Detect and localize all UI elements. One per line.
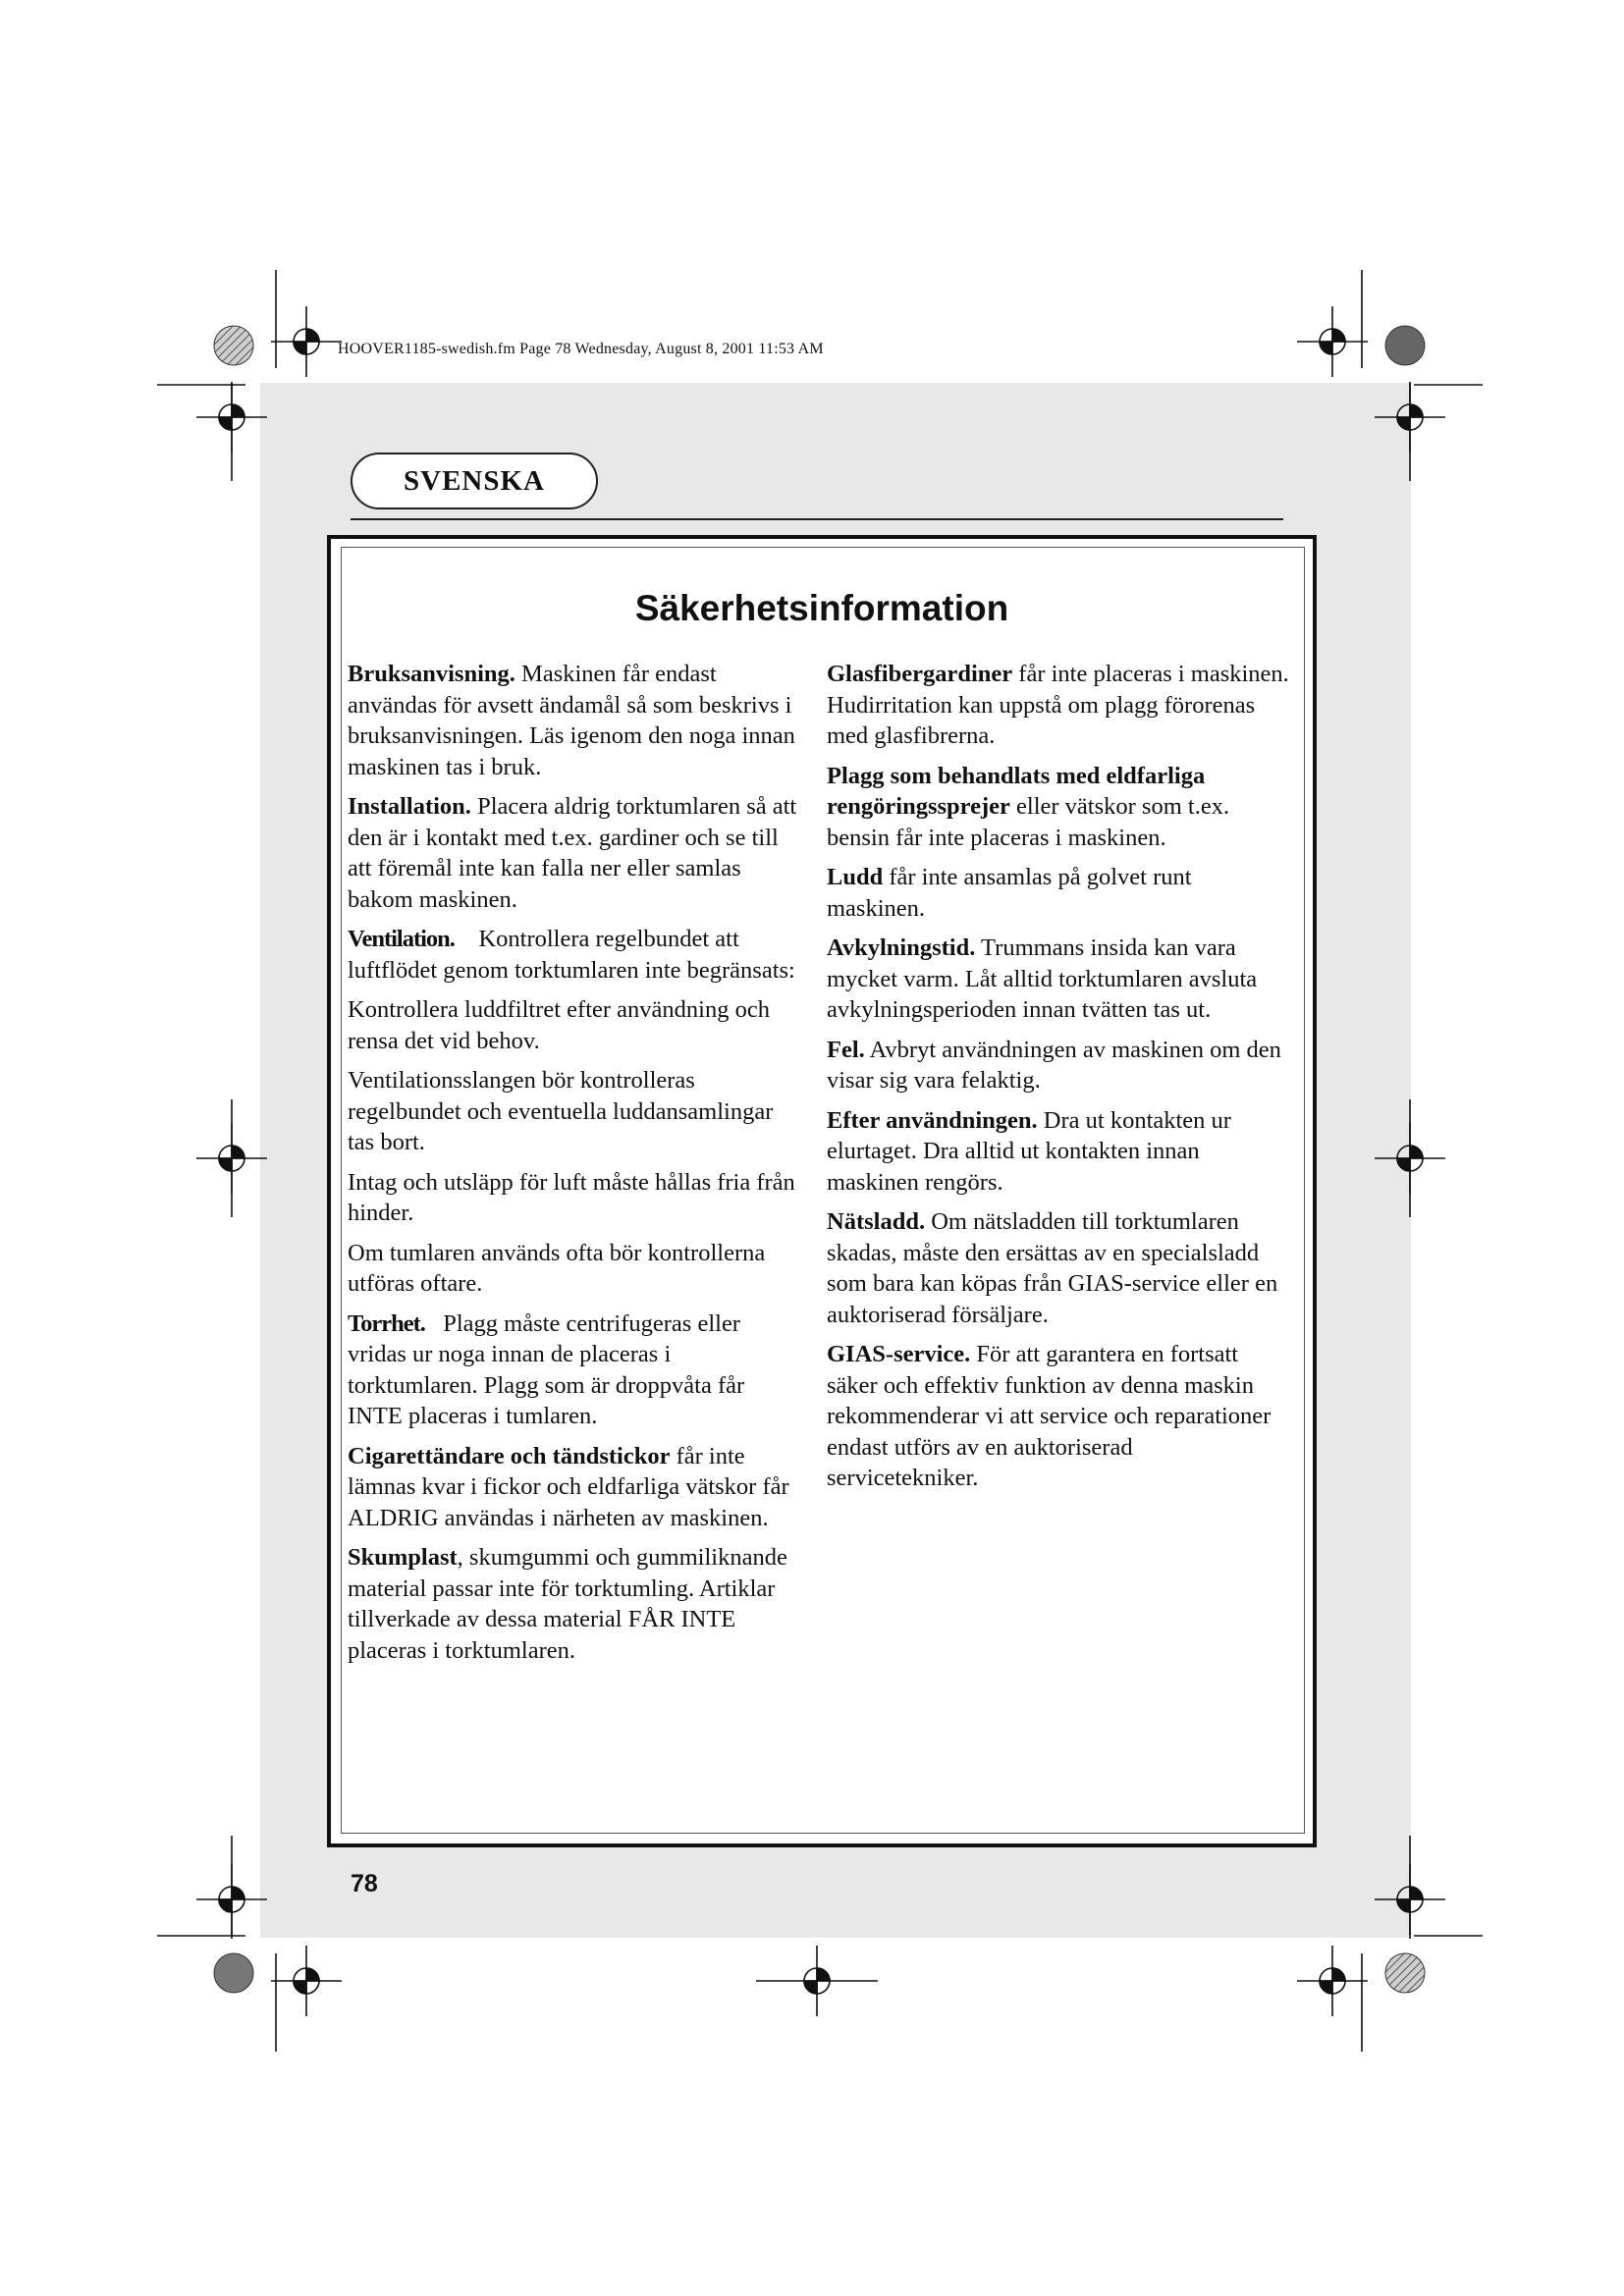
language-tab: SVENSKA [351, 453, 598, 509]
paragraph-fel: Fel. Avbryt användningen av maskinen om den visar sig vara felaktig. [827, 1036, 1281, 1094]
paragraph-efter-anvandningen: Efter användningen. Dra ut kontakten ur elurtaget. Dra alltid ut kontakten innan maskinen rengörs. [827, 1106, 1231, 1196]
paragraph-luddfilter: Kontrollera luddfiltret efter användning och rensa det vid behov. [348, 996, 770, 1054]
paragraph-ludd: Ludd får inte ansamlas på golvet runt maskinen. [827, 864, 1192, 922]
page-title: Säkerhetsinformation [634, 588, 1009, 628]
right-column [827, 659, 1290, 1503]
paragraph-ofta: Om tumlaren används ofta bör kontrollerna utföras oftare. [348, 1239, 766, 1297]
paragraph-bruksanvisning: Bruksanvisning. Maskinen får endast användas för avsett ändamål så som beskrivs i bruksanvisningen. Läs igenom den noga innan maskinen tas i bruk. [348, 661, 795, 780]
paragraph-eldfarliga: Plagg som behandlats med eldfarliga rengöringssprejer eller vätskor som t.ex. bensin får inte placeras i maskinen. [827, 762, 1230, 851]
paragraph-torrhet: Torrhet. Plagg måste centrifugeras eller vridas ur noga innan de placeras i torktumlaren. Plagg som är droppvåta får INTE placeras i tumlaren. [348, 1309, 751, 1429]
paragraph-ventilation: Ventilation. Kontrollera regelbundet att luftflödet genom torktumlaren inte begränsats: [348, 926, 795, 984]
file-info-slug: HOOVER1185-swedish.fm Page 78 Wednesday, August 8, 2001 11:53 AM [338, 341, 824, 357]
paragraph-natsladd: Nätsladd. Om nätsladden till torktumlaren skadas, måste den ersättas av en specialsladd som bara kan köpas från GIAS-service eller en auktoriserad försäljare. [827, 1208, 1278, 1328]
left-column [348, 659, 804, 1675]
paragraph-cigarettandare: Cigarettändare och tändstickor får inte lämnas kvar i fickor och eldfarliga vätskor får ALDRIG användas i närheten av maskinen. [348, 1442, 789, 1531]
page-number: 78 [351, 1870, 378, 1897]
paragraph-gias-service: GIAS-service. För att garantera en fortsatt säker och effektiv funktion av denna maskin rekommenderar vi att service och reparationer endast utförs av en auktoriserad servicetekniker. [827, 1341, 1272, 1491]
safety-info-box [327, 535, 1317, 1847]
header-rule [351, 518, 1283, 520]
paragraph-avkylningstid: Avkylningstid. Trummans insida kan vara mycket varm. Låt alltid torktumlaren avsluta avkylningsperioden innan tvätten tas ut. [827, 934, 1258, 1023]
paragraph-ventilationsslang: Ventilationsslangen bör kontrolleras regelbundet och eventuella luddansamlingar tas bort. [348, 1067, 774, 1155]
paragraph-intag: Intag och utsläpp för luft måste hållas fria från hinder. [348, 1168, 795, 1226]
paragraph-skumplast: Skumplast, skumgummi och gummiliknande material passar inte för torktumling. Artiklar tillverkade av dessa material FÅR INTE placeras i torktumlaren. [348, 1544, 787, 1664]
paragraph-installation: Installation. Placera aldrig torktumlaren så att den är i kontakt med t.ex. gardiner och se till att föremål inte kan falla ner eller samlas bakom maskinen. [348, 793, 797, 913]
paragraph-glasfibergardiner: Glasfibergardiner får inte placeras i maskinen. Hudirritation kan uppstå om plagg förorenas med glasfibrerna. [827, 661, 1289, 749]
